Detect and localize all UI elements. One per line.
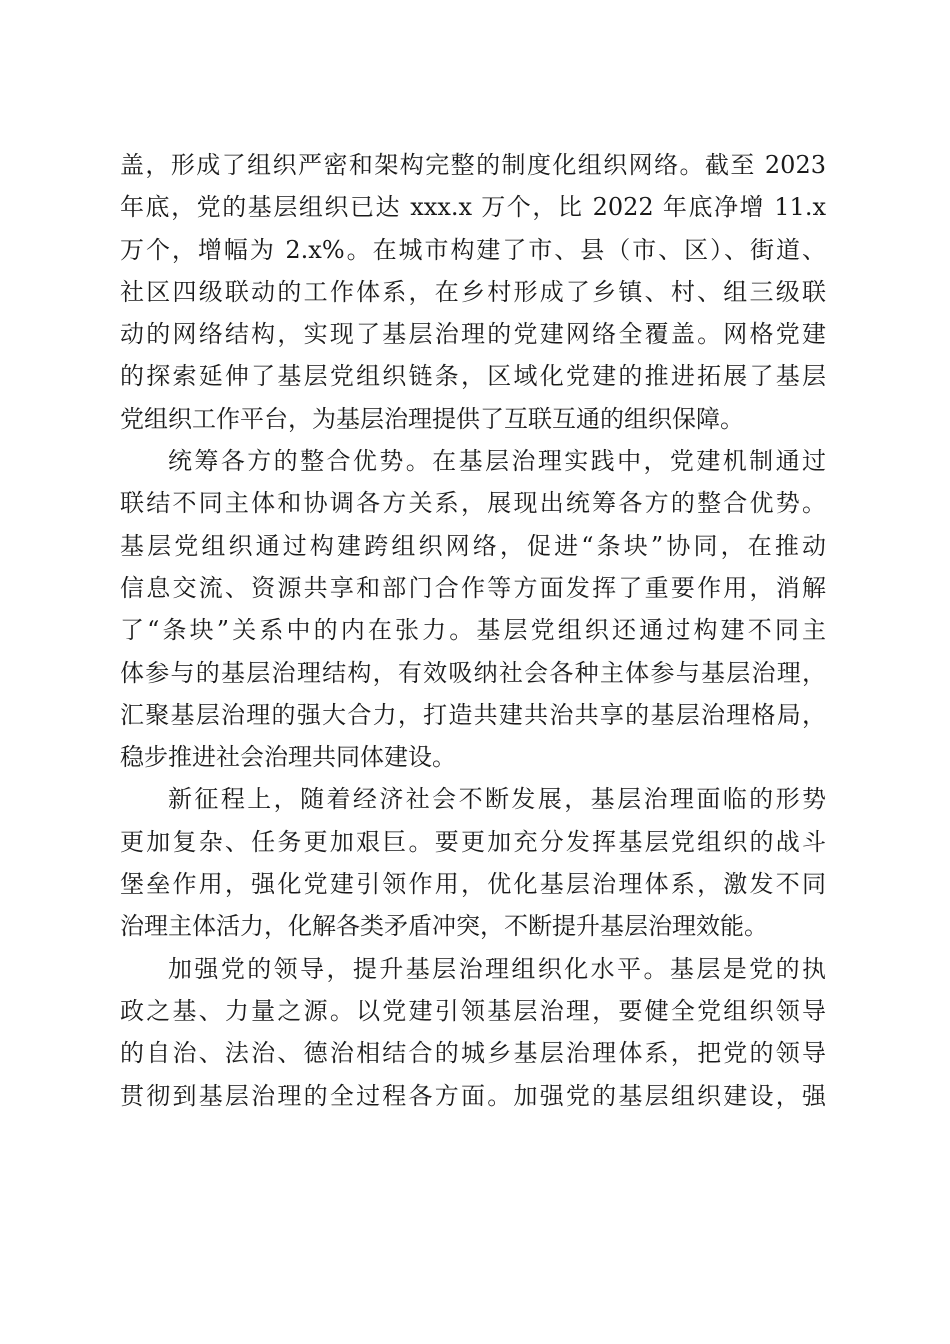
text-line: 体参与的基层治理结构，有效吸纳社会各种主体参与基层治理， <box>120 658 826 687</box>
text-line: 堡垒作用，强化党建引领作用，优化基层治理体系，激发不同 <box>120 870 826 899</box>
text-line: 加强党的领导，提升基层治理组织化水平。基层是党的执 <box>168 954 826 983</box>
text-line: 治理主体活力，化解各类矛盾冲突，不断提升基层治理效能。 <box>120 912 768 941</box>
paragraph <box>120 440 826 778</box>
text-line: 更加复杂、任务更加艰巨。要更加充分发挥基层党组织的战斗 <box>120 827 826 856</box>
text-line: 稳步推进社会治理共同体建设。 <box>120 743 456 772</box>
text-line: 社区四级联动的工作体系，在乡村形成了乡镇、村、组三级联 <box>120 277 826 306</box>
text-line: 动的网络结构，实现了基层治理的党建网络全覆盖。网格党建 <box>120 320 826 349</box>
text-line: 统筹各方的整合优势。在基层治理实践中，党建机制通过 <box>168 447 826 476</box>
paragraph <box>120 144 826 440</box>
text-line: 了“条块”关系中的内在张力。基层党组织还通过构建不同主 <box>120 616 826 645</box>
text-line: 贯彻到基层治理的全过程各方面。加强党的基层组织建设，强 <box>120 1081 826 1110</box>
text-line: 基层党组织通过构建跨组织网络，促进“条块”协同，在推动 <box>120 531 826 560</box>
text-line: 联结不同主体和协调各方关系，展现出统筹各方的整合优势。 <box>120 489 826 518</box>
paragraph <box>120 948 826 1117</box>
text-line: 党组织工作平台，为基层治理提供了互联互通的组织保障。 <box>120 404 744 433</box>
text-line: 盖，形成了组织严密和架构完整的制度化组织网络。截至 2023 <box>120 151 826 179</box>
text-line: 汇聚基层治理的强大合力，打造共建共治共享的基层治理格局， <box>120 700 826 729</box>
document-body <box>120 144 826 1117</box>
text-line: 政之基、力量之源。以党建引领基层治理，要健全党组织领导 <box>120 996 826 1025</box>
text-line: 的探索延伸了基层党组织链条，区域化党建的推进拓展了基层 <box>120 362 826 391</box>
text-line: 万个，增幅为 2.x%。在城市构建了市、县（市、区）、街道、 <box>120 235 826 264</box>
text-line: 年底，党的基层组织已达 xxx.x 万个，比 2022 年底净增 11.x <box>120 193 826 222</box>
paragraph <box>120 778 826 947</box>
text-line: 新征程上，随着经济社会不断发展，基层治理面临的形势 <box>168 785 826 814</box>
text-line: 的自治、法治、德治相结合的城乡基层治理体系，把党的领导 <box>120 1039 826 1068</box>
text-line: 信息交流、资源共享和部门合作等方面发挥了重要作用，消解 <box>120 573 826 602</box>
